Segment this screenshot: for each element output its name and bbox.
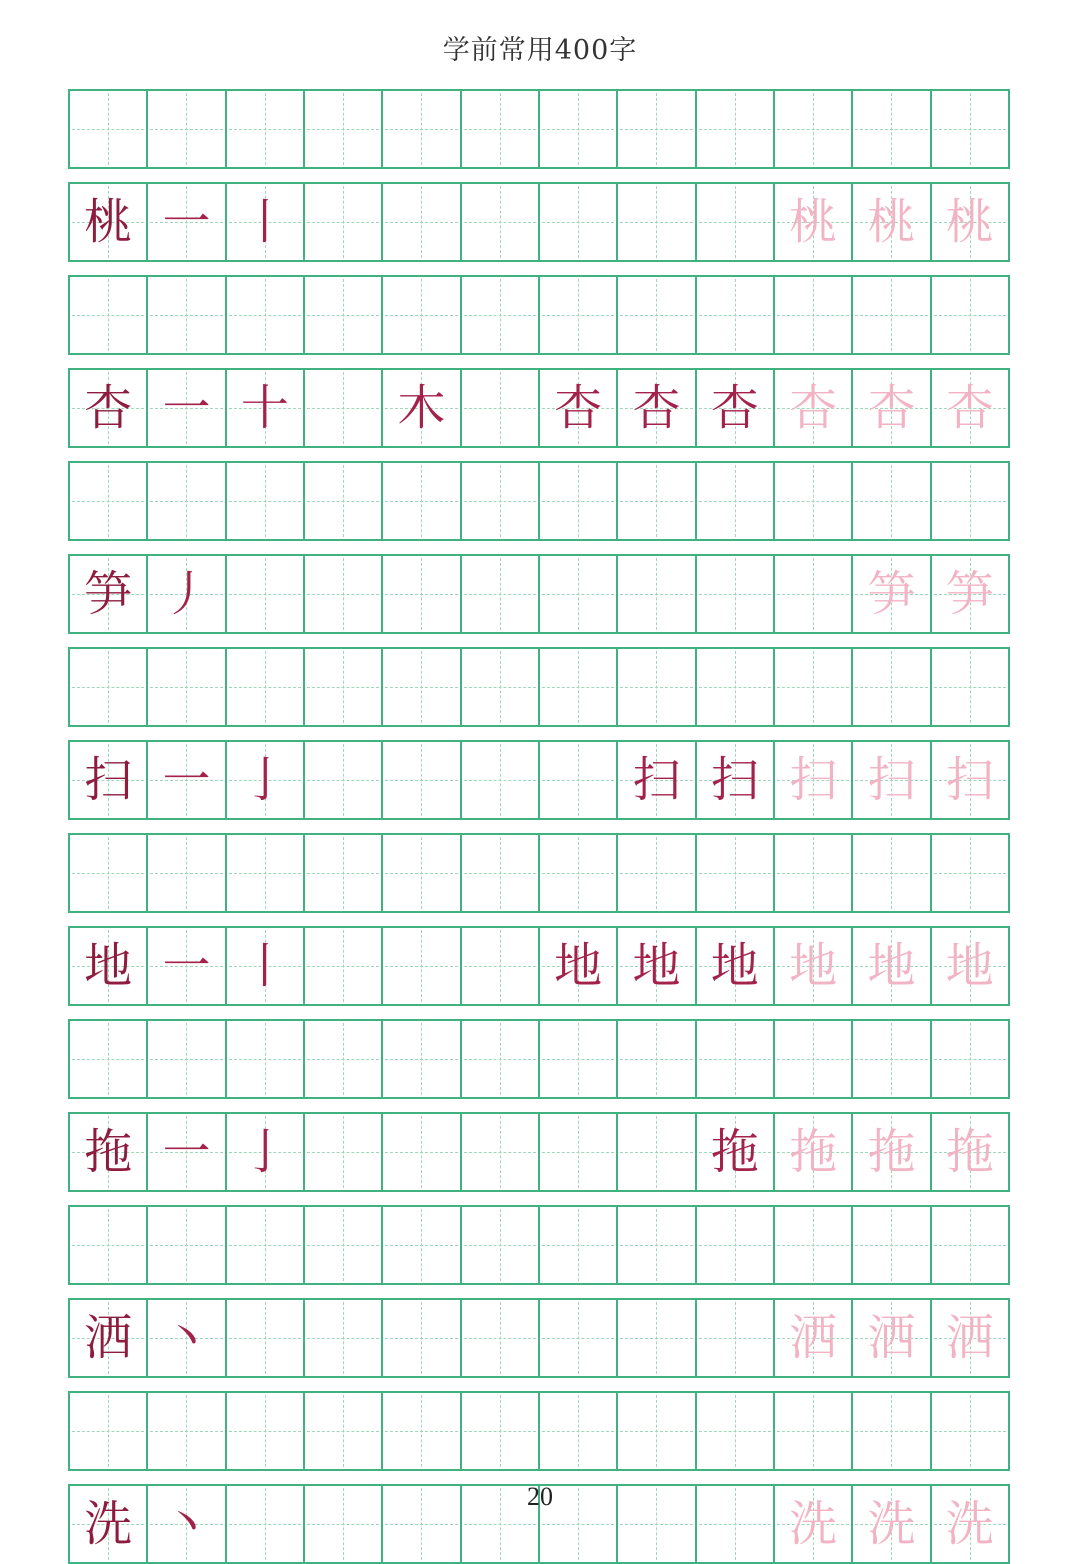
blank-cell bbox=[225, 1019, 305, 1099]
blank-cell bbox=[695, 647, 775, 727]
blank-practice-row bbox=[68, 275, 1032, 355]
character-row bbox=[68, 740, 1032, 820]
stroke-cell bbox=[930, 368, 1010, 448]
stroke-cell bbox=[851, 368, 931, 448]
stroke-cell bbox=[225, 554, 305, 634]
blank-cell bbox=[616, 1019, 696, 1099]
blank-cell bbox=[146, 1019, 226, 1099]
stroke-cell bbox=[930, 554, 1010, 634]
stroke-cell bbox=[146, 554, 226, 634]
trace-character: 洗 bbox=[945, 1496, 994, 1552]
model-character: 桃 bbox=[84, 194, 133, 250]
model-character: 拖 bbox=[84, 1124, 133, 1180]
blank-cell bbox=[68, 833, 148, 913]
stroke-cell bbox=[146, 1112, 226, 1192]
blank-practice-row bbox=[68, 461, 1032, 541]
blank-cell bbox=[538, 461, 618, 541]
trace-character: 杏 bbox=[867, 380, 916, 436]
character-row bbox=[68, 368, 1032, 448]
trace-character: 扫 bbox=[945, 752, 994, 808]
blank-cell bbox=[930, 647, 1010, 727]
blank-cell bbox=[851, 461, 931, 541]
blank-cell bbox=[538, 1205, 618, 1285]
stroke-cell bbox=[930, 182, 1010, 262]
blank-cell bbox=[146, 1391, 226, 1471]
blank-cell bbox=[695, 89, 775, 169]
stroke-cell bbox=[68, 554, 148, 634]
stroke-step: 亅 bbox=[240, 1124, 289, 1180]
blank-cell bbox=[695, 275, 775, 355]
stroke-cell bbox=[930, 1298, 1010, 1378]
stroke-cell bbox=[930, 926, 1010, 1006]
blank-cell bbox=[68, 1019, 148, 1099]
stroke-cell bbox=[538, 740, 618, 820]
practice-grid bbox=[68, 89, 1032, 1564]
blank-cell bbox=[930, 275, 1010, 355]
stroke-cell bbox=[303, 182, 383, 262]
stroke-cell bbox=[930, 1484, 1010, 1564]
character-row bbox=[68, 182, 1032, 262]
blank-cell bbox=[695, 1205, 775, 1285]
blank-cell bbox=[460, 1391, 540, 1471]
stroke-cell bbox=[460, 926, 540, 1006]
blank-cell bbox=[616, 89, 696, 169]
blank-cell bbox=[773, 275, 853, 355]
blank-cell bbox=[303, 1205, 383, 1285]
stroke-cell bbox=[68, 182, 148, 262]
stroke-cell bbox=[616, 368, 696, 448]
stroke-cell bbox=[381, 368, 461, 448]
stroke-cell bbox=[616, 926, 696, 1006]
stroke-cell bbox=[225, 926, 305, 1006]
stroke-step: 亅 bbox=[240, 752, 289, 808]
stroke-step: 丨 bbox=[240, 938, 289, 994]
stroke-cell bbox=[381, 182, 461, 262]
trace-character: 杏 bbox=[554, 380, 603, 436]
stroke-cell bbox=[538, 1112, 618, 1192]
character-row bbox=[68, 554, 1032, 634]
stroke-cell bbox=[695, 1298, 775, 1378]
blank-cell bbox=[381, 1205, 461, 1285]
blank-cell bbox=[538, 275, 618, 355]
blank-cell bbox=[225, 461, 305, 541]
stroke-cell bbox=[851, 926, 931, 1006]
blank-cell bbox=[616, 833, 696, 913]
blank-practice-row bbox=[68, 833, 1032, 913]
stroke-cell bbox=[68, 1298, 148, 1378]
stroke-cell bbox=[381, 740, 461, 820]
blank-cell bbox=[146, 833, 226, 913]
blank-cell bbox=[381, 1019, 461, 1099]
stroke-cell bbox=[695, 926, 775, 1006]
page-number: 20 bbox=[527, 1482, 553, 1511]
trace-character: 杏 bbox=[632, 380, 681, 436]
blank-cell bbox=[68, 89, 148, 169]
model-character: 洗 bbox=[84, 1496, 133, 1552]
stroke-step: 一 bbox=[162, 938, 211, 994]
trace-character: 洒 bbox=[867, 1310, 916, 1366]
stroke-cell bbox=[695, 1112, 775, 1192]
blank-cell bbox=[303, 275, 383, 355]
stroke-cell bbox=[146, 926, 226, 1006]
blank-cell bbox=[460, 647, 540, 727]
stroke-cell bbox=[930, 740, 1010, 820]
trace-character: 扫 bbox=[789, 752, 838, 808]
trace-character: 桃 bbox=[945, 194, 994, 250]
trace-character: 地 bbox=[710, 938, 759, 994]
trace-character: 洗 bbox=[789, 1496, 838, 1552]
stroke-cell bbox=[773, 1112, 853, 1192]
stroke-cell bbox=[460, 368, 540, 448]
trace-character: 地 bbox=[867, 938, 916, 994]
trace-character: 地 bbox=[632, 938, 681, 994]
blank-cell bbox=[773, 1019, 853, 1099]
blank-cell bbox=[851, 89, 931, 169]
blank-cell bbox=[146, 1205, 226, 1285]
stroke-cell bbox=[381, 1298, 461, 1378]
blank-cell bbox=[303, 1019, 383, 1099]
character-row bbox=[68, 1112, 1032, 1192]
stroke-cell bbox=[538, 926, 618, 1006]
blank-cell bbox=[146, 647, 226, 727]
stroke-cell bbox=[773, 368, 853, 448]
stroke-cell bbox=[851, 1298, 931, 1378]
stroke-cell bbox=[851, 1484, 931, 1564]
stroke-cell bbox=[460, 182, 540, 262]
stroke-step: 一 bbox=[162, 380, 211, 436]
blank-cell bbox=[930, 833, 1010, 913]
stroke-cell bbox=[303, 368, 383, 448]
stroke-cell bbox=[695, 182, 775, 262]
trace-character: 杏 bbox=[710, 380, 759, 436]
stroke-cell bbox=[381, 1112, 461, 1192]
stroke-cell bbox=[851, 182, 931, 262]
stroke-cell bbox=[616, 740, 696, 820]
blank-cell bbox=[773, 89, 853, 169]
trace-character: 洒 bbox=[945, 1310, 994, 1366]
blank-cell bbox=[225, 89, 305, 169]
trace-character: 杏 bbox=[945, 380, 994, 436]
blank-cell bbox=[851, 1391, 931, 1471]
stroke-cell bbox=[381, 926, 461, 1006]
stroke-step: 一 bbox=[162, 1124, 211, 1180]
blank-cell bbox=[851, 275, 931, 355]
trace-character: 拖 bbox=[789, 1124, 838, 1180]
trace-character: 地 bbox=[945, 938, 994, 994]
stroke-cell bbox=[68, 926, 148, 1006]
character-row bbox=[68, 1298, 1032, 1378]
stroke-step: 一 bbox=[162, 194, 211, 250]
blank-cell bbox=[381, 647, 461, 727]
blank-cell bbox=[538, 1391, 618, 1471]
trace-character: 地 bbox=[789, 938, 838, 994]
blank-cell bbox=[538, 647, 618, 727]
blank-practice-row bbox=[68, 89, 1032, 169]
blank-cell bbox=[68, 647, 148, 727]
blank-cell bbox=[460, 89, 540, 169]
blank-cell bbox=[930, 89, 1010, 169]
trace-character: 地 bbox=[554, 938, 603, 994]
stroke-cell bbox=[146, 740, 226, 820]
stroke-cell bbox=[616, 182, 696, 262]
blank-cell bbox=[303, 89, 383, 169]
stroke-cell bbox=[303, 1112, 383, 1192]
blank-cell bbox=[460, 1205, 540, 1285]
blank-cell bbox=[303, 1391, 383, 1471]
model-character: 洒 bbox=[84, 1310, 133, 1366]
blank-cell bbox=[695, 461, 775, 541]
stroke-cell bbox=[146, 1298, 226, 1378]
blank-cell bbox=[68, 1205, 148, 1285]
blank-cell bbox=[538, 833, 618, 913]
stroke-cell bbox=[225, 1112, 305, 1192]
blank-cell bbox=[616, 461, 696, 541]
stroke-cell bbox=[225, 1298, 305, 1378]
stroke-step: 木 bbox=[397, 380, 446, 436]
trace-character: 拖 bbox=[945, 1124, 994, 1180]
stroke-cell bbox=[538, 368, 618, 448]
blank-cell bbox=[773, 1391, 853, 1471]
blank-cell bbox=[146, 461, 226, 541]
blank-cell bbox=[616, 1205, 696, 1285]
stroke-cell bbox=[773, 740, 853, 820]
model-character: 地 bbox=[84, 938, 133, 994]
stroke-cell bbox=[225, 740, 305, 820]
trace-character: 桃 bbox=[789, 194, 838, 250]
stroke-cell bbox=[616, 1298, 696, 1378]
blank-cell bbox=[68, 461, 148, 541]
stroke-cell bbox=[146, 1484, 226, 1564]
blank-practice-row bbox=[68, 1019, 1032, 1099]
trace-character: 洗 bbox=[867, 1496, 916, 1552]
blank-cell bbox=[773, 461, 853, 541]
blank-cell bbox=[303, 833, 383, 913]
trace-character: 扫 bbox=[867, 752, 916, 808]
blank-practice-row bbox=[68, 1205, 1032, 1285]
blank-cell bbox=[460, 833, 540, 913]
stroke-cell bbox=[773, 554, 853, 634]
blank-cell bbox=[146, 89, 226, 169]
stroke-cell bbox=[381, 554, 461, 634]
blank-cell bbox=[851, 1019, 931, 1099]
stroke-step: 十 bbox=[240, 380, 289, 436]
stroke-cell bbox=[460, 1112, 540, 1192]
character-row bbox=[68, 926, 1032, 1006]
stroke-cell bbox=[773, 926, 853, 1006]
stroke-cell bbox=[851, 554, 931, 634]
stroke-cell bbox=[773, 1298, 853, 1378]
blank-cell bbox=[773, 1205, 853, 1285]
stroke-cell bbox=[538, 1298, 618, 1378]
stroke-cell bbox=[460, 554, 540, 634]
blank-cell bbox=[616, 647, 696, 727]
blank-cell bbox=[851, 833, 931, 913]
stroke-cell bbox=[225, 182, 305, 262]
stroke-cell bbox=[616, 1112, 696, 1192]
blank-cell bbox=[225, 833, 305, 913]
blank-cell bbox=[851, 1205, 931, 1285]
blank-cell bbox=[460, 461, 540, 541]
model-character: 笋 bbox=[84, 566, 133, 622]
blank-cell bbox=[381, 461, 461, 541]
blank-cell bbox=[616, 275, 696, 355]
stroke-cell bbox=[851, 1112, 931, 1192]
page-title: 学前常用400字 bbox=[442, 35, 638, 66]
blank-cell bbox=[381, 275, 461, 355]
trace-character: 笋 bbox=[945, 566, 994, 622]
blank-cell bbox=[68, 275, 148, 355]
stroke-step: 丶 bbox=[162, 1310, 211, 1366]
blank-cell bbox=[616, 1391, 696, 1471]
stroke-cell bbox=[303, 926, 383, 1006]
stroke-cell bbox=[303, 740, 383, 820]
trace-character: 扫 bbox=[632, 752, 681, 808]
blank-cell bbox=[930, 1205, 1010, 1285]
blank-cell bbox=[930, 1019, 1010, 1099]
blank-cell bbox=[225, 647, 305, 727]
stroke-cell bbox=[68, 368, 148, 448]
blank-cell bbox=[225, 1205, 305, 1285]
stroke-cell bbox=[616, 554, 696, 634]
blank-cell bbox=[930, 1391, 1010, 1471]
stroke-cell bbox=[851, 740, 931, 820]
stroke-cell bbox=[303, 1298, 383, 1378]
blank-cell bbox=[146, 275, 226, 355]
blank-cell bbox=[381, 89, 461, 169]
model-character: 扫 bbox=[84, 752, 133, 808]
blank-cell bbox=[225, 1391, 305, 1471]
blank-cell bbox=[851, 647, 931, 727]
stroke-cell bbox=[695, 368, 775, 448]
blank-practice-row bbox=[68, 1391, 1032, 1471]
stroke-cell bbox=[146, 182, 226, 262]
blank-cell bbox=[460, 1019, 540, 1099]
model-character: 杏 bbox=[84, 380, 133, 436]
blank-cell bbox=[381, 1391, 461, 1471]
blank-cell bbox=[68, 1391, 148, 1471]
blank-cell bbox=[303, 461, 383, 541]
trace-character: 拖 bbox=[867, 1124, 916, 1180]
stroke-cell bbox=[930, 1112, 1010, 1192]
stroke-step: 一 bbox=[162, 752, 211, 808]
blank-cell bbox=[695, 1391, 775, 1471]
blank-cell bbox=[460, 275, 540, 355]
stroke-cell bbox=[460, 1298, 540, 1378]
blank-cell bbox=[695, 833, 775, 913]
stroke-cell bbox=[538, 554, 618, 634]
stroke-cell bbox=[303, 554, 383, 634]
blank-cell bbox=[695, 1019, 775, 1099]
blank-cell bbox=[538, 1019, 618, 1099]
blank-practice-row bbox=[68, 647, 1032, 727]
blank-cell bbox=[773, 647, 853, 727]
stroke-cell bbox=[773, 182, 853, 262]
stroke-cell bbox=[695, 740, 775, 820]
trace-character: 扫 bbox=[710, 752, 759, 808]
stroke-cell bbox=[773, 1484, 853, 1564]
stroke-step: 丶 bbox=[162, 1496, 211, 1552]
blank-cell bbox=[538, 89, 618, 169]
blank-cell bbox=[303, 647, 383, 727]
stroke-cell bbox=[68, 1112, 148, 1192]
stroke-step: 丿 bbox=[162, 566, 211, 622]
stroke-cell bbox=[225, 368, 305, 448]
blank-cell bbox=[773, 833, 853, 913]
trace-character: 拖 bbox=[710, 1124, 759, 1180]
stroke-cell bbox=[538, 182, 618, 262]
stroke-cell bbox=[695, 554, 775, 634]
trace-character: 笋 bbox=[867, 566, 916, 622]
trace-character: 杏 bbox=[789, 380, 838, 436]
blank-cell bbox=[381, 833, 461, 913]
trace-character: 洒 bbox=[789, 1310, 838, 1366]
stroke-cell bbox=[68, 740, 148, 820]
stroke-cell bbox=[460, 740, 540, 820]
blank-cell bbox=[930, 461, 1010, 541]
trace-character: 桃 bbox=[867, 194, 916, 250]
stroke-cell bbox=[146, 368, 226, 448]
stroke-step: 丨 bbox=[240, 194, 289, 250]
blank-cell bbox=[225, 275, 305, 355]
stroke-cell bbox=[68, 1484, 148, 1564]
